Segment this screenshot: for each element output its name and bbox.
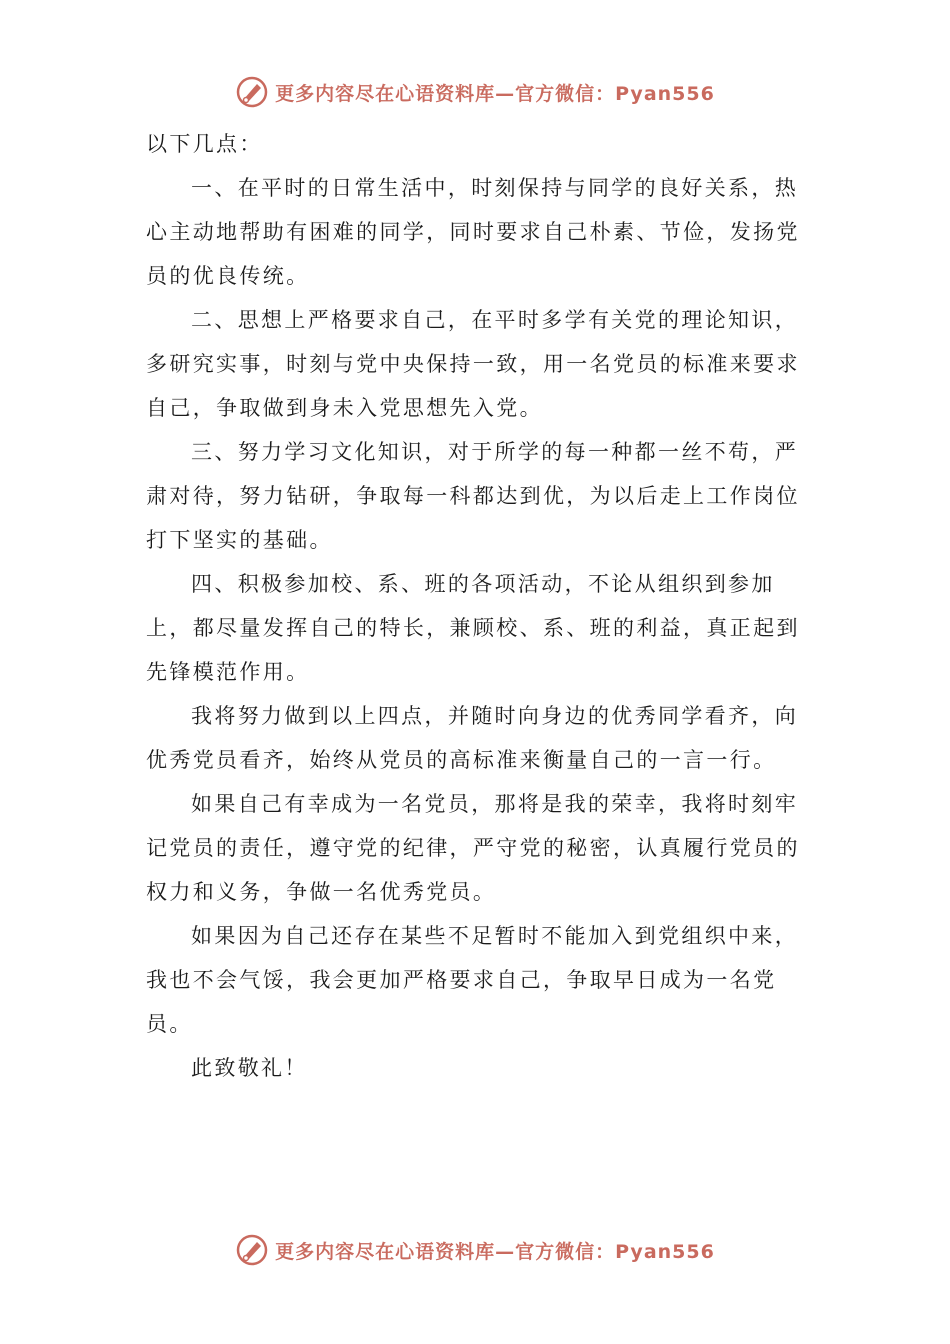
paragraph-intro: 以下几点： xyxy=(146,132,263,156)
pen-logo-icon xyxy=(235,1233,269,1267)
header-banner xyxy=(0,70,950,114)
paragraph-point-4: 四、积极参加校、系、班的各项活动，不论从组织到参加上，都尽量发挥自己的特长，兼顾校、系、班的利益，真正起到先锋模范作用。 xyxy=(146,572,800,684)
paragraph-point-1: 一、在平时的日常生活中，时刻保持与同学的良好关系，热心主动地帮助有困难的同学，同时要求自己朴素、节俭，发扬党员的优良传统。 xyxy=(146,176,800,288)
footer-banner xyxy=(0,1228,950,1272)
paragraph-commitment: 我将努力做到以上四点，并随时向身边的优秀同学看齐，向优秀党员看齐，始终从党员的高标准来衡量自己的一言一行。 xyxy=(146,704,799,772)
paragraph-point-2: 二、思想上严格要求自己，在平时多学有关党的理论知识，多研究实事，时刻与党中央保持一致，用一名党员的标准来要求自己，争取做到身未入党思想先入党。 xyxy=(146,308,800,420)
document-body xyxy=(146,122,808,1090)
paragraph-closing: 此致敬礼！ xyxy=(191,1056,308,1080)
paragraph-if-not-accepted: 如果因为自己还存在某些不足暂时不能加入到党组织中来，我也不会气馁，我会更加严格要求自己，争取早日成为一名党员。 xyxy=(146,924,799,1036)
paragraph-if-accepted: 如果自己有幸成为一名党员，那将是我的荣幸，我将时刻牢记党员的责任，遵守党的纪律，严守党的秘密，认真履行党员的权力和义务，争做一名优秀党员。 xyxy=(146,792,800,904)
paragraph-point-3: 三、努力学习文化知识，对于所学的每一种都一丝不苟，严肃对待，努力钻研，争取每一科都达到优，为以后走上工作岗位打下坚实的基础。 xyxy=(146,440,800,552)
header-banner-text: 更多内容尽在心语资料库—官方微信：Pyan556 xyxy=(275,82,715,105)
footer-banner-text: 更多内容尽在心语资料库—官方微信：Pyan556 xyxy=(275,1240,715,1263)
pen-logo-icon xyxy=(235,75,269,109)
